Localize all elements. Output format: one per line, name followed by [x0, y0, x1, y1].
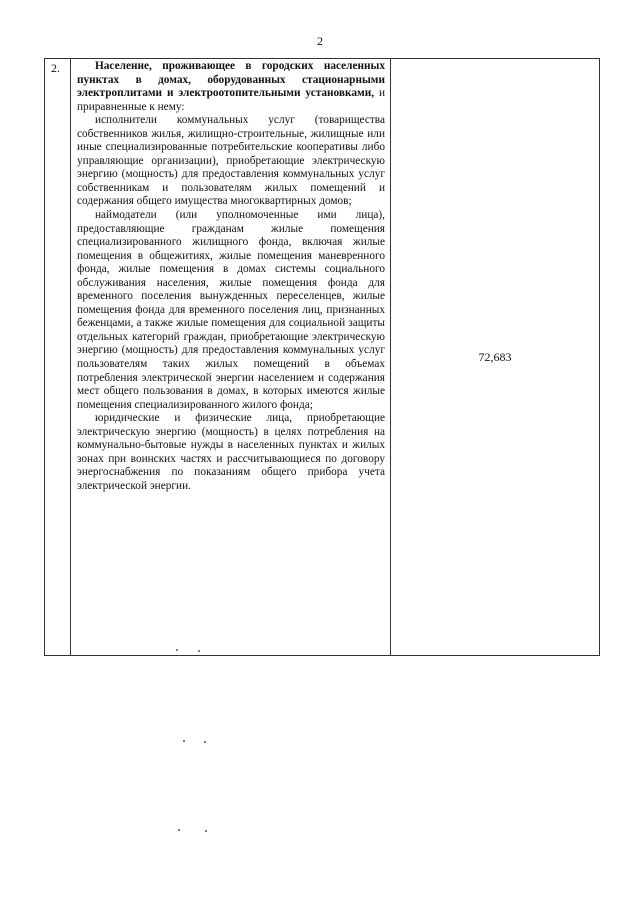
row-number: 2.	[45, 59, 71, 656]
row-heading	[77, 60, 385, 114]
scan-speck	[183, 740, 185, 742]
scan-speck	[178, 829, 180, 831]
paragraph-landlords: наймодатели (или уполномоченные ими лица), предоставляющие гражданам жилые помещения специализированного жилищного фонда, включая жилые помещения в общежитиях, жилые помещения маневренного фонда, жилые помещения в домах системы социального обслуживания населения, жилые помещения фонда для временного поселения вынужденных переселенцев, жилые помещения фонда для временного поселения лиц, признанных беженцами, а также жилые помещения для социальной защиты отдельных категорий граждан, приобретающие электрическую энергию (мощность) для предоставления коммунальных услуг пользователям таких жилых помещений в объемах потребления электрической энергии населением и содержания мест общего пользования в домах, в которых имеются жилые помещения специализированного жилого фонда;	[77, 209, 385, 411]
scan-speck	[176, 649, 178, 651]
row-value: 72,683	[391, 59, 600, 656]
scan-speck	[204, 741, 206, 743]
page-number: 2	[317, 34, 323, 48]
paragraph-utility-providers: исполнители коммунальных услуг (товарищества собственников жилья, жилищно-строительные, жилищные или иные специализированные потребительские кооперативы либо управляющие организации), приобретающие электрическую энергию (мощность) для предоставления коммунальных услуг собственникам и пользователям жилых помещений и содержания общего имущества многоквартирных домов;	[77, 114, 385, 208]
scan-speck	[198, 650, 200, 652]
row-description	[71, 59, 391, 656]
table-row	[45, 59, 600, 656]
row-heading-rest: и приравненные к нему:	[77, 87, 385, 113]
row-heading-bold: Население, проживающее в городских населенных пунктах в домах, оборудованных стационарными электроплитами и электроотопительными установками,	[77, 60, 385, 100]
scan-speck	[205, 830, 207, 832]
paragraph-legal-entities: юридические и физические лица, приобретающие электрическую энергию (мощность) в целях потребления на коммунально-бытовые нужды в населенных пунктах и жилых зонах при воинских частях и рассчитывающиеся по договору энергоснабжения по показаниям общего прибора учета электрической энергии.	[77, 412, 385, 492]
tariff-table	[44, 58, 600, 656]
